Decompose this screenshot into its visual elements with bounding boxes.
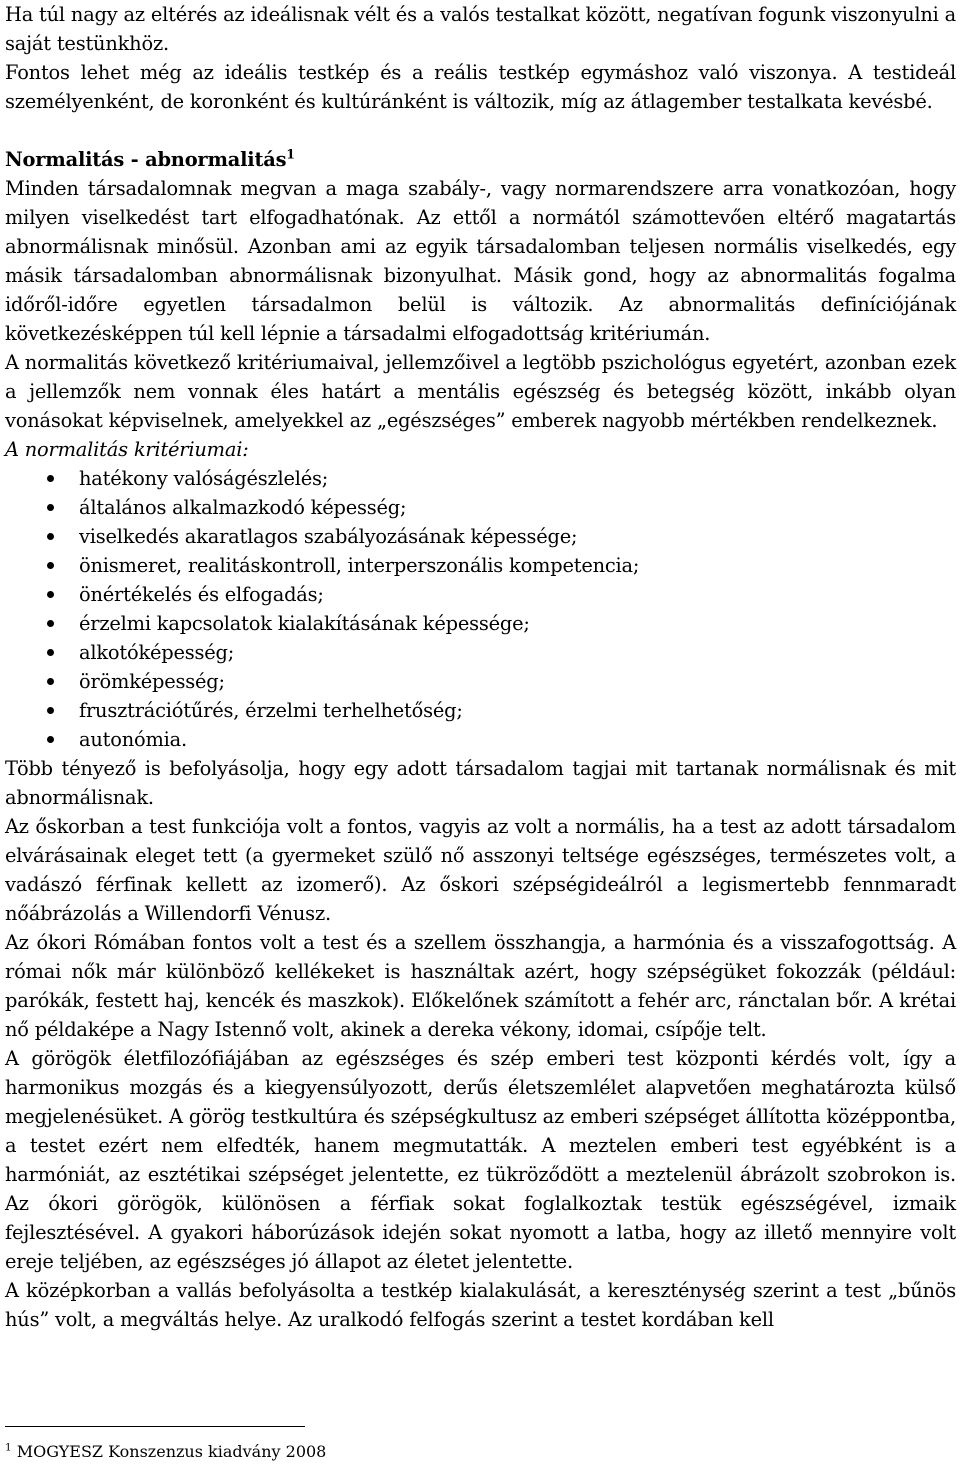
history-paragraph-4: A görögök életfilozófiájában az egészséges és szép emberi test központi kérdés volt, így a harmonikus mozgás és a kiegyensúlyozott, derűs életszemlélet alapvetően meghatározta külső megjelenésüket. A görög testkultúra és szépségkultusz az emberi szépséget állította középpontba, a testet ezért nem elfedték, hanem megmutatták. A meztelen emberi test egyébként is a harmóniát, az esztétikai szépséget jelentette, ez tükröződött a meztelenül ábrázolt szobrokon is. Az ókori görögök, különösen a férfiak sokat foglalkoztak testük egészségével, izmaik fejlesztésével. A gyakori háborúzások idején sokat nyomott a latba, hogy az illető mennyire volt ereje teljében, az egészséges jó állapot az életet jelentette. — [5, 1047, 956, 1273]
section-heading — [5, 145, 956, 174]
intro-paragraph-1: Ha túl nagy az eltérés az ideálisnak vélt és a valós testalkat között, negatívan fogunk viszonyulni a saját testünkhöz. — [5, 3, 956, 55]
list-item — [5, 638, 956, 667]
list-item — [5, 667, 956, 696]
bullet-icon — [47, 649, 54, 656]
normality-paragraph-2: A normalitás következő kritériumaival, jellemzőivel a legtöbb pszichológus egyetért, azonban ezek a jellemzők nem vonnak éles határt a mentális egészség és betegség között, inkább olyan vonásokat képviselnek, amelyekkel az „egészséges” emberek nagyobb mértékben rendelkeznek. — [5, 351, 956, 432]
bullet-icon — [47, 620, 54, 627]
criteria-list — [5, 464, 956, 754]
list-item — [5, 551, 956, 580]
list-item-text: általános alkalmazkodó képesség; — [79, 496, 407, 519]
list-item-text: örömképesség; — [79, 670, 225, 693]
document-page — [5, 0, 956, 1334]
bullet-icon — [47, 504, 54, 511]
list-item — [5, 493, 956, 522]
footnote — [5, 1441, 326, 1463]
footnote-number: 1 — [5, 1441, 12, 1454]
list-item — [5, 522, 956, 551]
section-heading-text: Normalitás - abnormalitás — [5, 148, 287, 171]
bullet-icon — [47, 475, 54, 482]
bullet-icon — [47, 678, 54, 685]
footnote-divider — [5, 1426, 305, 1427]
normality-paragraph-1: Minden társadalomnak megvan a maga szabály-, vagy normarendszere arra vonatkozóan, hogy milyen viselkedést tart elfogadhatónak. Az ettől a normától számottevően eltérő magatartás abnormálisnak minősül. Azonban ami az egyik társadalomban teljesen normális viselkedés, egy másik társadalomban abnormálisnak bizonyulhat. Másik gond, hogy az abnormalitás fogalma időről-időre egyetlen társadalmon belül is változik. Az abnormalitás definíciójának következésképpen túl kell lépnie a társadalmi elfogadottság kritériumán. — [5, 177, 956, 345]
list-item-text: önismeret, realitáskontroll, interperszonális kompetencia; — [79, 554, 640, 577]
list-item-text: frusztrációtűrés, érzelmi terhelhetőség; — [79, 699, 463, 722]
list-item-text: hatékony valóságészlelés; — [79, 467, 329, 490]
footnote-text: MOGYESZ Konszenzus kiadvány 2008 — [16, 1442, 327, 1461]
list-item-text: érzelmi kapcsolatok kialakításának képessége; — [79, 612, 530, 635]
bullet-icon — [47, 562, 54, 569]
intro-paragraph-2: Fontos lehet még az ideális testkép és a reális testkép egymáshoz való viszonya. A testideál személyenként, de koronként és kultúránként is változik, míg az átlagember testalkata kevésbé. — [5, 61, 956, 113]
list-item-text: viselkedés akaratlagos szabályozásának képessége; — [79, 525, 578, 548]
history-paragraph-5: A középkorban a vallás befolyásolta a testkép kialakulását, a kereszténység szerint a test „bűnös hús” volt, a megváltás helye. Az uralkodó felfogás szerint a testet kordában kell — [5, 1279, 956, 1331]
bullet-icon — [47, 707, 54, 714]
history-paragraph-3: Az ókori Rómában fontos volt a test és a szellem összhangja, a harmónia és a visszafogottság. A római nők már különböző kellékeket is használtak azért, hogy szépségüket fokozzák (például: parókák, festett haj, kencék és maszkok). Előkelőnek számított a fehér arc, ránctalan bőr. A krétai nő példaképe a Nagy Istennő volt, akinek a dereka vékony, idomai, csípője telt. — [5, 931, 956, 1041]
bullet-icon — [47, 736, 54, 743]
list-item — [5, 696, 956, 725]
list-item-text: alkotóképesség; — [79, 641, 235, 664]
bullet-icon — [47, 591, 54, 598]
footnote-reference: 1 — [286, 146, 295, 162]
list-item — [5, 464, 956, 493]
history-paragraph-1: Több tényező is befolyásolja, hogy egy adott társadalom tagjai mit tartanak normálisnak és mit abnormálisnak. — [5, 757, 956, 809]
list-item-text: önértékelés és elfogadás; — [79, 583, 324, 606]
list-item — [5, 609, 956, 638]
history-paragraph-2: Az őskorban a test funkciója volt a fontos, vagyis az volt a normális, ha a test az adott társadalom elvárásainak eleget tett (a gyermeket szülő nő asszonyi teltsége egészséges, természetes volt, a vadászó férfinak kellett az izomerő). Az őskori szépségideálról a legismertebb fennmaradt nőábrázolás a Willendorfi Vénusz. — [5, 815, 956, 925]
list-item-text: autonómia. — [79, 728, 187, 751]
criteria-label: A normalitás kritériumai: — [5, 438, 249, 461]
bullet-icon — [47, 533, 54, 540]
list-item — [5, 580, 956, 609]
list-item — [5, 725, 956, 754]
